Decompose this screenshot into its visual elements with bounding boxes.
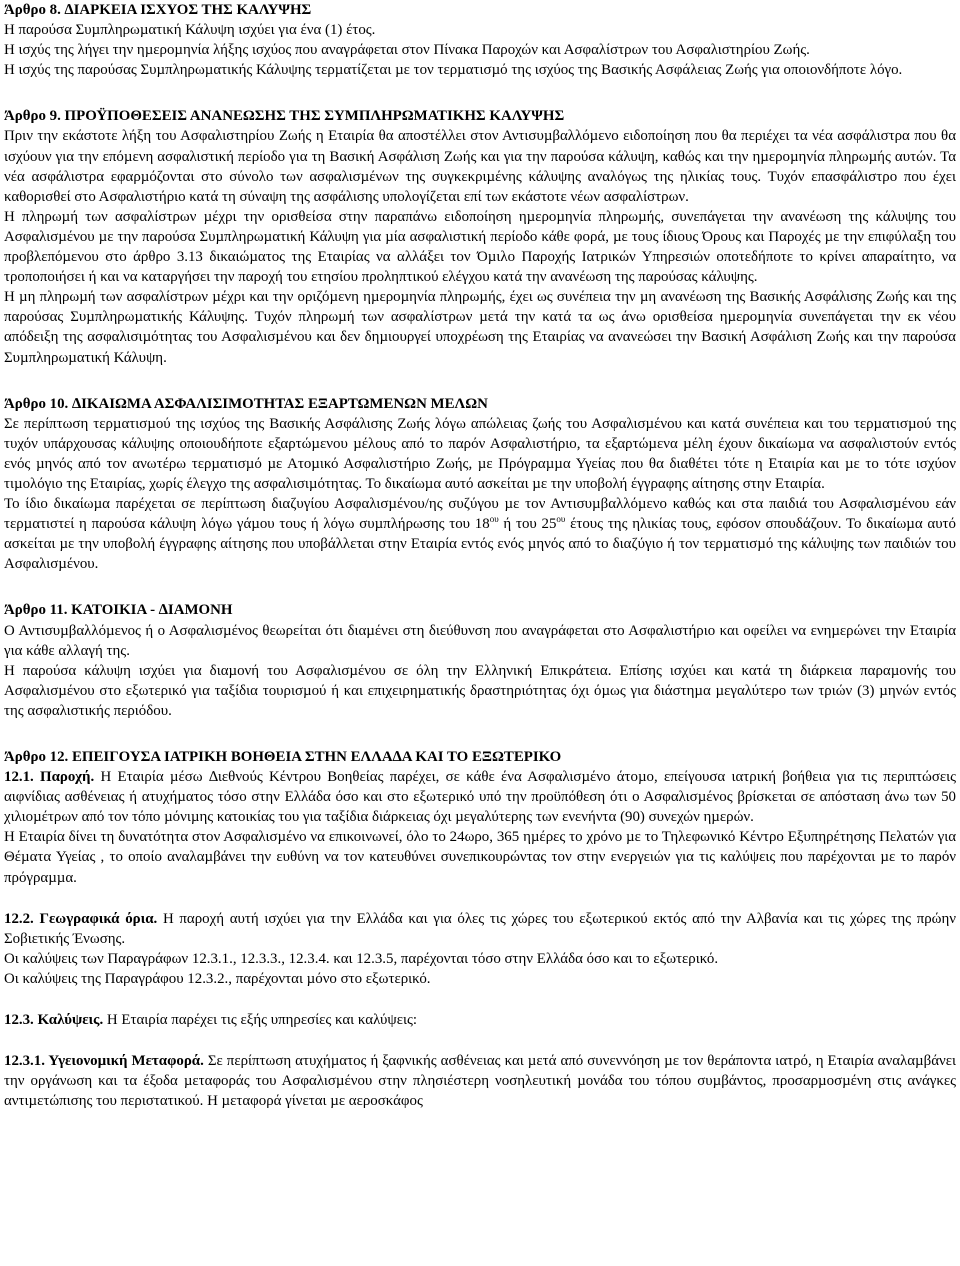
- section-12-1: [4, 767, 956, 827]
- article-12: [4, 747, 956, 1111]
- article-11-heading: Άρθρο 11. ΚΑΤΟΙΚΙΑ - ∆ΙΑΜΟΝΗ: [4, 602, 233, 619]
- article-11: [4, 600, 956, 721]
- article-8-paragraph: Η παρούσα Συµπληρωµατική Κάλυψη ισχύει για ένα (1) έτος.: [4, 22, 376, 39]
- article-10-heading: Άρθρο 10. ∆ΙΚΑΙΩΜΑ ΑΣΦΑΛΙΣΙΜΟΤΗΤΑΣ ΕΞΑΡΤΩΜΕΝΩΝ ΜΕΛΩΝ: [4, 395, 488, 412]
- section-label: 12.3.1. Υγειονοµική Μεταφορά.: [4, 1053, 204, 1070]
- article-9-heading: Άρθρο 9. ΠΡΟΫΠΟΘΕΣΕΙΣ ΑΝΑΝΕΩΣΗΣ ΤΗΣ ΣΥΜΠΛΗΡΩΜΑΤΙΚΗΣ ΚΑΛΥΨΗΣ: [4, 108, 565, 125]
- section-label: 12.1. Παροχή.: [4, 769, 95, 786]
- article-12-paragraph: Οι καλύψεις των Παραγράφων 12.3.1., 12.3.3., 12.3.4. και 12.3.5, παρέχονται τόσο στην Ελλάδα όσο και το εξωτερικό.: [4, 950, 719, 967]
- article-10-paragraph: [4, 494, 956, 574]
- text-run: Η Εταιρία µέσω ∆ιεθνούς Κέντρου Βοηθείας παρέχει, σε κάθε ένα Ασφαλισµένο άτοµο, επείγουσα ιατρική βοήθεια για τις περιπτώσεις αιφνίδιας ασθένειας ή ατυχήµατος τόσο στην Ελλάδα όσο και στο εξωτερικό υπό την προϋπόθεση ότι ο Ασφαλισµένος βρίσκεται σε απόσταση άνω των 50 χιλιοµέτρων από τον τόπο µόνιµης κατοικίας του για ταξίδια διάρκειας όχι µεγαλύτερης των ενενήντα (90) συνεχών ηµερών.: [4, 769, 957, 826]
- section-12-3-1: [4, 1051, 956, 1111]
- article-9: [4, 106, 956, 367]
- article-10: [4, 394, 956, 575]
- article-12-heading: Άρθρο 12. ΕΠΕΙΓΟΥΣΑ ΙΑΤΡΙΚΗ ΒΟΗΘΕΙΑ ΣΤΗΝ ΕΛΛΑ∆Α ΚΑΙ ΤΟ ΕΞΩΤΕΡΙΚΟ: [4, 749, 562, 765]
- section-label: 12.2. Γεωγραφικά όρια.: [4, 910, 158, 927]
- text-run: Η παροχή αυτή ισχύει για την Ελλάδα και για όλες τις χώρες του εξωτερικού εκτός από την Αλβανία και τις χώρες της πρώην Σοβιετικής Ένωσης.: [4, 910, 956, 947]
- text-run: Σε περίπτωση ατυχήµατος ή ξαφνικής ασθένειας και µετά από συνεννόηση µε τον θεράποντα ιατρό, η Εταιρία αναλαµβάνει την οργάνωση και τα έξοδα µεταφοράς του Ασφαλισµένου στην πλησιέστερη νοσηλευτική µονάδα του τόπου συµβάντος, προσαρµοσµένη στις ανάγκες αντιµετώπισης του περιστατικού. Η µεταφορά γίνεται µε αεροσκάφος: [4, 1053, 956, 1110]
- ordinal-superscript: ου: [556, 514, 566, 525]
- ordinal-superscript: ου: [489, 514, 499, 525]
- text-run: ή του 25: [498, 516, 557, 533]
- article-9-paragraph: Πριν την εκάστοτε λήξη του Ασφαλιστηρίου Ζωής η Εταιρία θα αποστέλλει στον Αντισυµβαλλόµενο ειδοποίηση που θα περιέχει τα νέα ασφάλιστρα που θα ισχύουν για την επόµενη ασφαλιστική περίοδο για τη Βασική Ασφάλιση Ζωής και για την παρούσα κάλυψη, καθώς και την ηµεροµηνία πληρωµής αυτών. Τα νέα ασφάλιστρα εφαρµόζονται στο σύνολο των ασφαλισµένων της συγκεκριµένης κάλυψης αναλόγως της ηλικίας τους. Τυχόν επασφάλιστρο που έχει καθορισθεί στο Ασφαλιστήριο κατά τη σύναψη της ασφάλισης υπολογίζεται επί των εκάστοτε νέων ασφαλίστρων.: [4, 128, 956, 205]
- section-12-3: [4, 1010, 956, 1030]
- article-9-paragraph: Η πληρωµή των ασφαλίστρων µέχρι την ορισθείσα στην παραπάνω ειδοποίηση ηµεροµηνία πληρωµής, συνεπάγεται την ανανέωση της κάλυψης του Ασφαλισµένου µε την παρούσα Συµπληρωµατική Κάλυψη για µία ασφαλιστική περίοδο κάθε φορά, µε τους ίδιους Όρους και Παροχές µε την επιφύλαξη του προβλεπόµενου στο άρθρο 3.13 δικαιώµατος της Εταιρίας να αλλάξει τον Όµιλο Παροχής Ιατρικών Υπηρεσιών οποτεδήποτε το κρίνει απαραίτητο, να τροποποιήσει ή και να καταργήσει την παροχή του ετησίου προληπτικού ελέγχου κατά την ανανέωση της παρούσας κάλυψης.: [4, 208, 956, 286]
- text-run: έτους της ηλικίας τους, εφόσον σπουδάζουν. Το δικαίωµα αυτό ασκείται µε την υποβολή έγγραφης αίτησης που υποβάλλεται στην Εταιρία εντός ενός µηνός από το διαζύγιο ή τον τερµατισµό της κάλυψης των παιδιών του Ασφαλισµένου.: [4, 516, 956, 573]
- article-12-paragraph: Οι καλύψεις της Παραγράφου 12.3.2., παρέχονται µόνο στο εξωτερικό.: [4, 970, 431, 987]
- article-11-paragraph: Ο Αντισυµβαλλόµενος ή ο Ασφαλισµένος θεωρείται ότι διαµένει στη διεύθυνση που αναγράφεται στο Ασφαλιστήριο και οφείλει να ενηµερώνει την Εταιρία για κάθε αλλαγή της.: [4, 622, 956, 659]
- article-11-paragraph: Η παρούσα κάλυψη ισχύει για διαµονή του Ασφαλισµένου σε όλη την Ελληνική Επικράτεια. Επίσης ισχύει και κατά τη διάρκεια παραµονής του Ασφαλισµένου στο εξωτερικό για ταξίδια τουρισµού ή και επιχειρηµατικής δραστηριότητας όχι όµως για διάστηµα µεγαλύτερο των τριών (3) µηνών εντός της ασφαλιστικής περιόδου.: [4, 662, 956, 719]
- article-8-paragraph: Η ισχύς της παρούσας Συµπληρωµατικής Κάλυψης τερµατίζεται µε τον τερµατισµό της ισχύος της Βασικής Ασφάλειας Ζωής για οποιονδήποτε λόγο.: [4, 62, 903, 79]
- text-run: Η Εταιρία παρέχει τις εξής υπηρεσίες και καλύψεις:: [103, 1012, 418, 1029]
- article-8: [4, 0, 956, 80]
- article-8-heading: Άρθρο 8. ∆ΙΑΡΚΕΙΑ ΙΣΧΥΟΣ ΤΗΣ ΚΑΛΥΨΗΣ: [4, 2, 312, 18]
- article-9-paragraph: Η µη πληρωµή των ασφαλίστρων µέχρι και την οριζόµενη ηµεροµηνία πληρωµής, έχει ως συνέπεια την µη ανανέωση της Βασικής Ασφάλισης Ζωής και της παρούσας Συµπληρωµατικής Κάλυψης. Τυχόν πληρωµή των ασφαλίστρων µετά την κατά τα ως άνω ορισθείσα ηµεροµηνία συνεπάγεται την εκ νέου απόδειξη της ασφαλισιµότητας του Ασφαλισµένου και δεν δηµιουργεί υποχρέωση της Εταιρίας να ανανεώσει την Βασική Ασφάλιση Ζωής και την παρούσα Συµπληρωµατική Κάλυψη.: [4, 289, 956, 366]
- text-run: Το ίδιο δικαίωµα παρέχεται σε περίπτωση διαζυγίου Ασφαλισµένου/ης συζύγου µε τον Αντισυµβαλλόµενο καθώς και στα παιδιά του Ασφαλισµένου εάν τερµατιστεί η παρούσα κάλυψη λόγω γάµου τους ή λόγω συµπλήρωσης του 18: [4, 496, 956, 533]
- article-8-paragraph: Η ισχύς της λήγει την ηµεροµηνία λήξης ισχύος που αναγράφεται στον Πίνακα Παροχών και Ασφαλίστρων του Ασφαλιστηρίου Ζωής.: [4, 42, 810, 59]
- section-12-2: [4, 909, 956, 949]
- article-12-paragraph: Η Εταιρία δίνει τη δυνατότητα στον Ασφαλισµένο να επικοινωνεί, όλο το 24ωρο, 365 ηµέρες το χρόνο µε το Τηλεφωνικό Κέντρο Εξυπηρέτησης Πελατών για Θέµατα Υγείας , το οποίο αναλαµβάνει την ευθύνη να τον κατευθύνει συνεπικουρώντας τον στην ενεργειών για τις καλύψεις που παρέχονται µε το παρόν πρόγραµµα.: [4, 829, 956, 886]
- section-label: 12.3. Καλύψεις.: [4, 1012, 104, 1029]
- article-10-paragraph: Σε περίπτωση τερµατισµού της ισχύος της Βασικής Ασφάλισης Ζωής λόγω απώλειας ζωής του Ασφαλισµένου και κατά συνέπεια και του τερµατισµού της τυχόν υπάρχουσας κάλυψης οποιουδήποτε εξαρτώµενου µέλους από το παρόν Ασφαλιστήριο, τα εξαρτώµενα µέλη έχουν δικαίωµα να ασφαλιστούν εντός ενός µηνός από τον ανωτέρω τερµατισµό µε Ατοµικό Ασφαλιστήριο Ζωής, µε Πρόγραµµα Υγείας που θα διαθέτει τότε η Εταιρία και µε το τότε ισχύον τιµολόγιο της Εταιρίας, χωρίς έλεγχο της ασφαλισιµότητας. Το δικαίωµα αυτό ασκείται µε την υποβολή έγγραφης αίτησης στην Εταιρία.: [4, 415, 956, 492]
